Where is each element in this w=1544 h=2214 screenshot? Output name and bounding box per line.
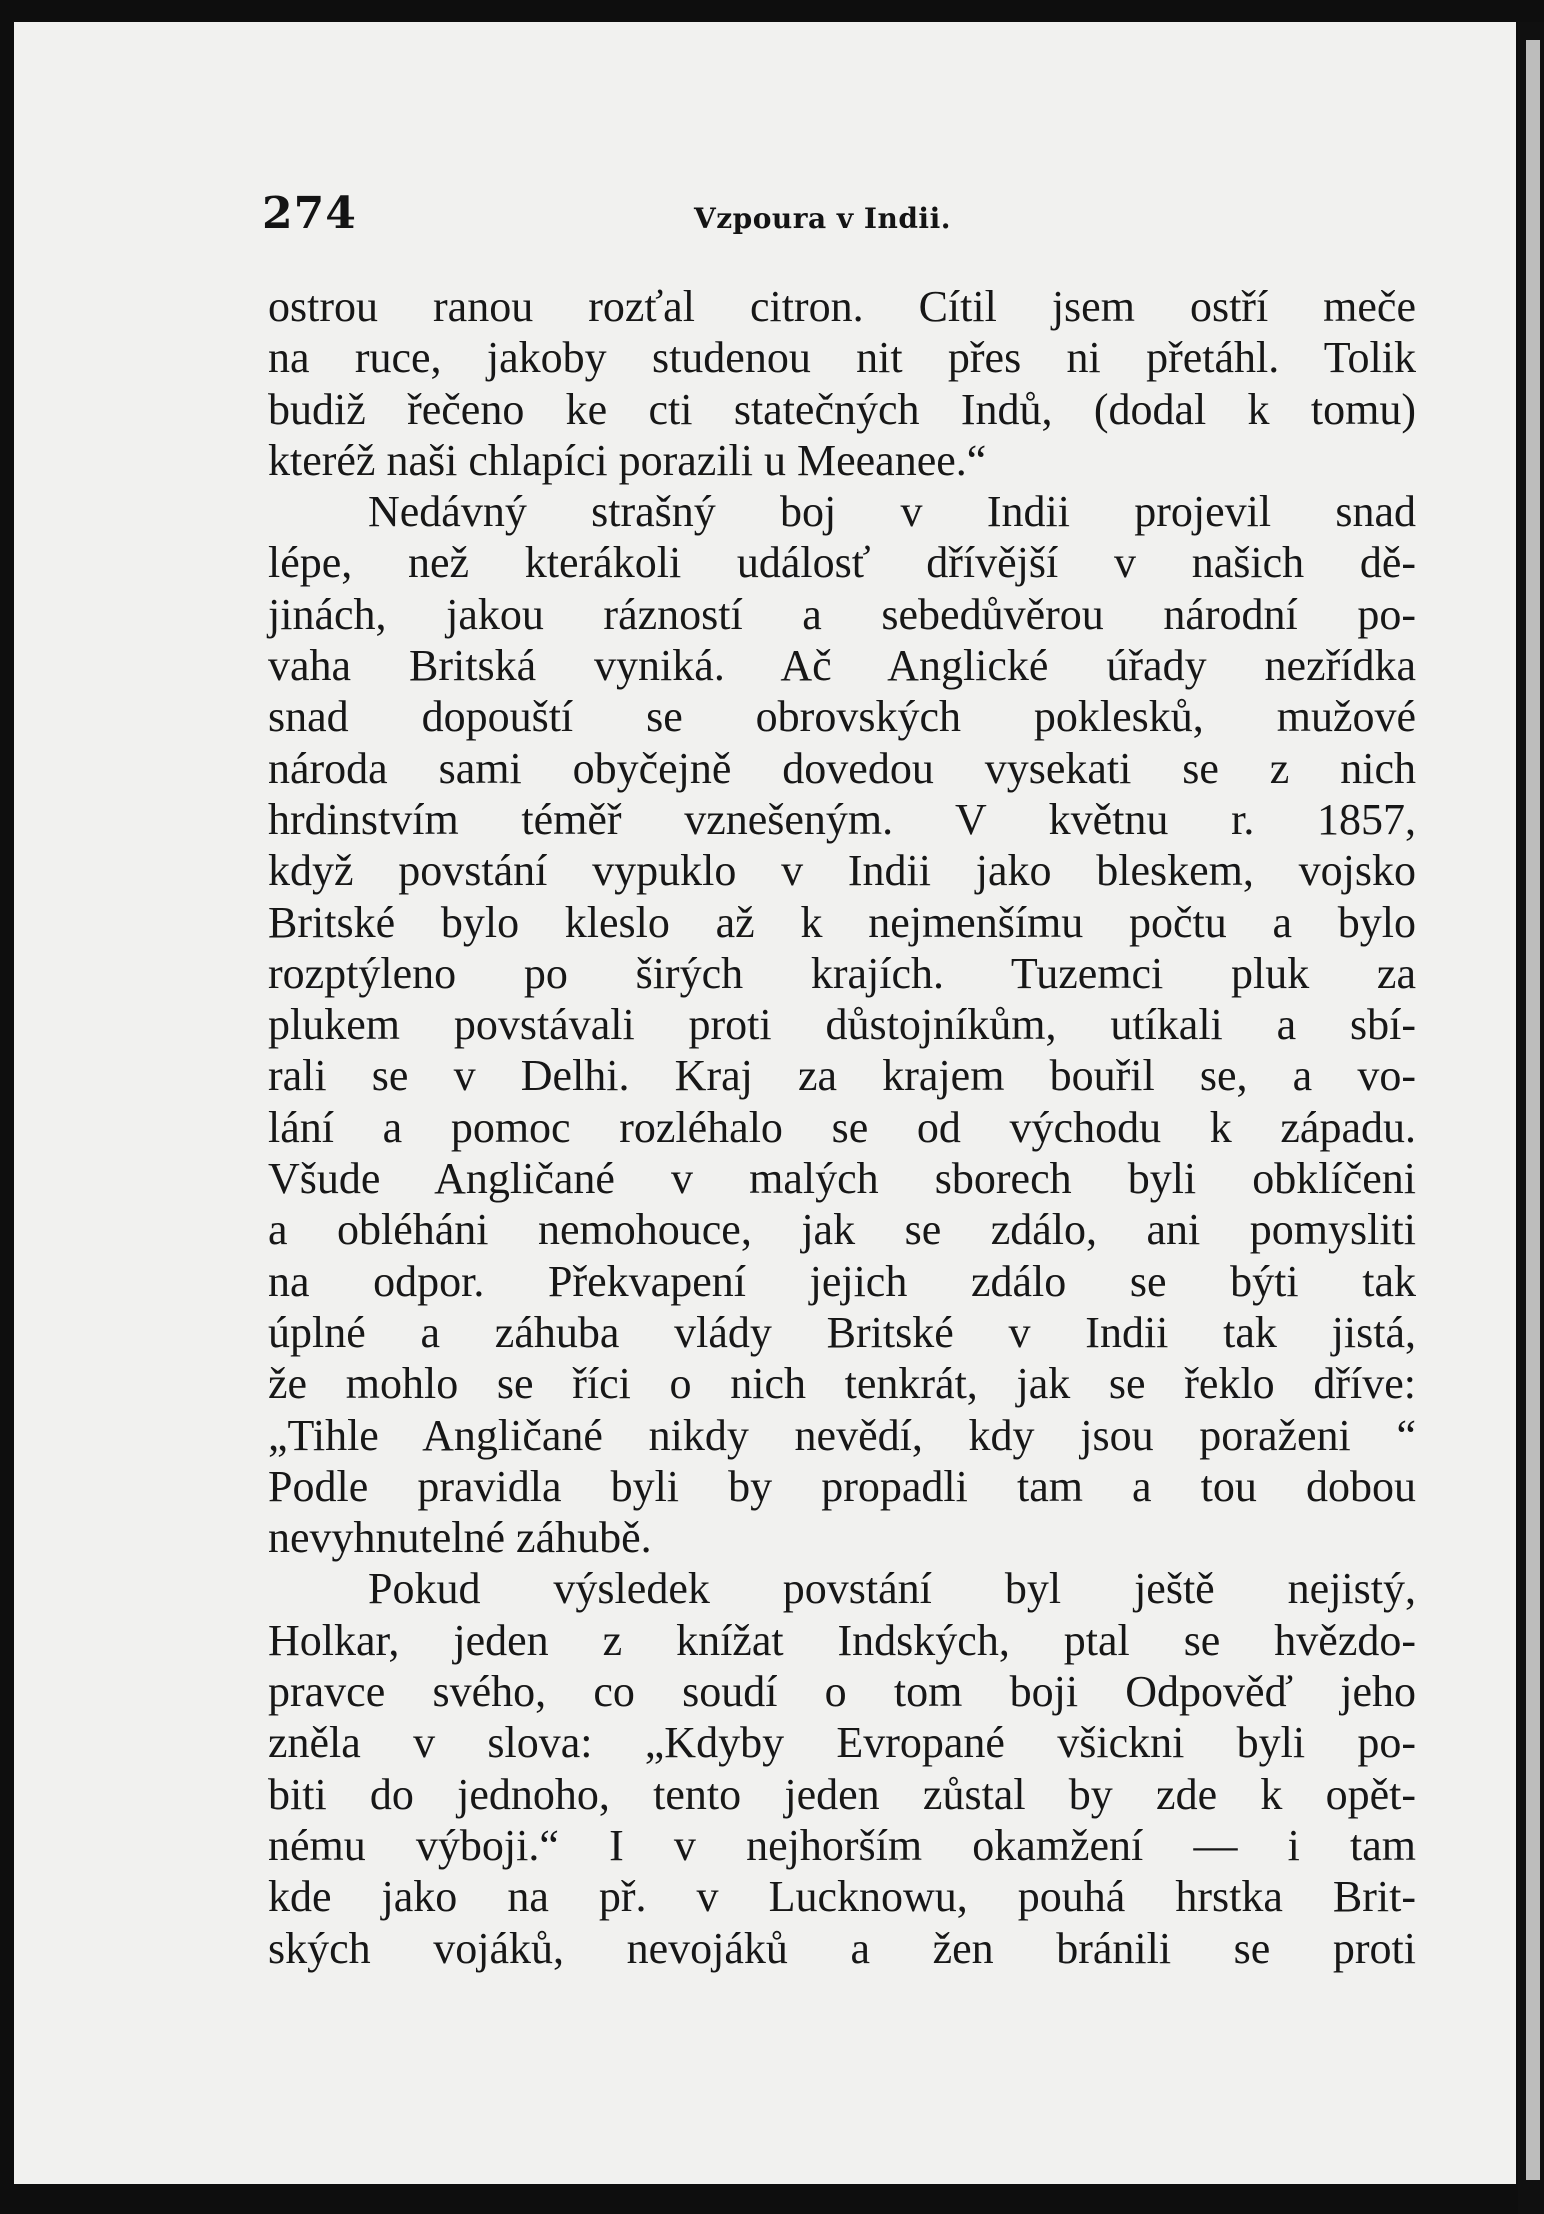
- page-number: 274: [262, 188, 357, 239]
- text-line: kteréž naši chlapíci porazili u Meeanee.“: [268, 435, 987, 485]
- text-line: lání a pomoc rozléhalo se od východu k západu.: [268, 1102, 1416, 1152]
- text-line: pravce svého, co soudí o tom boji Odpověď jeho: [268, 1667, 1416, 1717]
- text-line: ských vojáků, nevojáků a žen bránili se proti: [268, 1923, 1416, 1973]
- text-line: nevyhnutelné záhubě.: [268, 1513, 652, 1563]
- body-text: [268, 281, 1416, 1974]
- text-line: na ruce, jakoby studenou nit přes ni přetáhl. Tolik: [268, 333, 1416, 383]
- text-line: „Tihle Angličané nikdy nevědí, kdy jsou poraženi “: [268, 1410, 1416, 1460]
- text-line: Britské bylo kleslo až k nejmenšímu počtu a bylo: [268, 897, 1416, 947]
- text-line: hrdinstvím téměř vznešeným. V květnu r. 1857,: [268, 794, 1416, 844]
- text-line: Holkar, jeden z knížat Indských, ptal se hvězdo-: [268, 1615, 1416, 1665]
- next-page-edge: [1526, 40, 1540, 2180]
- text-line: plukem povstávali proti důstojníkům, utíkali a sbí-: [268, 1000, 1416, 1050]
- text-line: rali se v Delhi. Kraj za krajem bouřil se, a vo-: [268, 1051, 1416, 1101]
- text-line: rozptýleno po širých krajích. Tuzemci pluk za: [268, 948, 1416, 998]
- text-line: snad dopouští se obrovských poklesků, mužové: [268, 692, 1416, 742]
- page-header: [248, 180, 1248, 250]
- text-line: že mohlo se říci o nich tenkrát, jak se řeklo dříve:: [268, 1359, 1416, 1409]
- text-line: na odpor. Překvapení jejich zdálo se býti tak: [268, 1256, 1416, 1306]
- text-line: biti do jednoho, tento jeden zůstal by zde k opět-: [268, 1769, 1416, 1819]
- running-head: Vzpoura v Indii.: [694, 202, 951, 235]
- text-line: budiž řečeno ke cti statečných Indů, (dodal k tomu): [268, 384, 1416, 434]
- text-line: kde jako na př. v Lucknowu, pouhá hrstka Brit-: [268, 1872, 1416, 1922]
- text-line: Pokud výsledek povstání byl ještě nejistý,: [368, 1564, 1416, 1614]
- text-line: zněla v slova: „Kdyby Evropané všickni byli po-: [268, 1718, 1416, 1768]
- text-line: národa sami obyčejně dovedou vysekati se z nich: [268, 743, 1416, 793]
- text-line: jinách, jakou rázností a sebedůvěrou národní po-: [268, 589, 1416, 639]
- text-line: úplné a záhuba vlády Britské v Indii tak jistá,: [268, 1307, 1416, 1357]
- text-line: Nedávný strašný boj v Indii projevil snad: [368, 487, 1416, 537]
- text-line: Všude Angličané v malých sborech byli obklíčeni: [268, 1154, 1416, 1204]
- text-line: ostrou ranou rozťal citron. Cítil jsem ostří meče: [268, 282, 1416, 331]
- text-line: a obléháni nemohouce, jak se zdálo, ani pomysliti: [268, 1205, 1416, 1255]
- text-line: nému výboji.“ I v nejhorším okamžení — i tam: [268, 1820, 1416, 1870]
- text-line: lépe, než kterákoli událosť dřívější v našich dě-: [268, 538, 1416, 588]
- text-line: Podle pravidla byli by propadli tam a tou dobou: [268, 1461, 1416, 1511]
- text-line: vaha Britská vyniká. Ač Anglické úřady nezřídka: [268, 641, 1416, 691]
- text-line: když povstání vypuklo v Indii jako bleskem, vojsko: [268, 846, 1416, 896]
